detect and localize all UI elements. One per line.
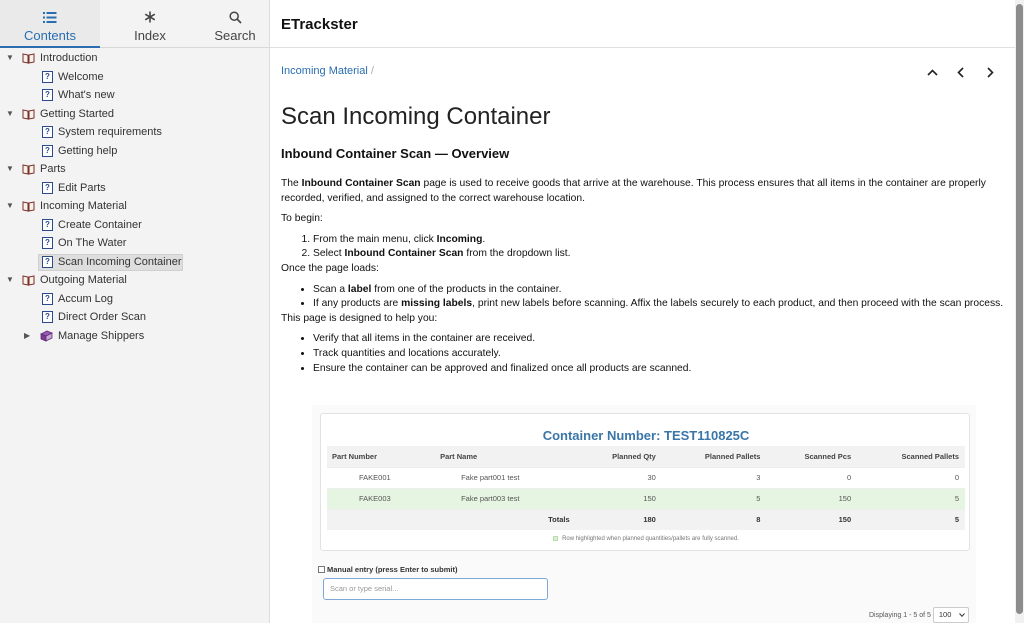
embedded-screenshot — [312, 405, 976, 623]
help-page-icon: ? — [42, 293, 53, 305]
planned-qty-cell: 30 — [576, 467, 662, 488]
container-table — [327, 446, 965, 530]
breadcrumb — [281, 65, 374, 77]
header-bar — [270, 0, 1015, 48]
breadcrumb-link[interactable]: Incoming Material — [281, 65, 368, 77]
part-name-cell: Fake part001 test — [435, 467, 576, 488]
table-header-row — [327, 446, 965, 467]
tree-label: Incoming Material — [40, 200, 127, 212]
totals-label: Totals — [435, 509, 576, 530]
tree-label: Scan Incoming Container — [58, 255, 182, 268]
tab-search-label: Search — [214, 28, 256, 43]
help-page-icon: ? — [42, 237, 53, 249]
list-item: • Track quantities and locations accurately. — [313, 347, 1006, 362]
help-page-icon: ? — [42, 145, 53, 157]
tree-item-introduction[interactable] — [0, 49, 270, 68]
tree-label: Introduction — [40, 52, 98, 64]
tree-item-on-the-water[interactable] — [0, 234, 270, 253]
page-title: Scan Incoming Container — [281, 103, 551, 130]
tree-item-parts[interactable] — [0, 160, 270, 179]
part-name-cell: Fake part003 test — [435, 488, 576, 509]
help-page-icon: ? — [42, 89, 53, 101]
part-number-cell: FAKE001 — [327, 467, 435, 488]
help-page-icon: ? — [42, 219, 53, 231]
tree-label: System requirements — [58, 126, 162, 138]
help-list — [313, 332, 1006, 376]
scanned-pcs-cell: 0 — [766, 467, 857, 488]
chevron-down-icon — [959, 613, 965, 617]
steps-list — [313, 233, 1006, 262]
tree-label: Direct Order Scan — [58, 311, 147, 323]
book-icon — [22, 274, 35, 286]
once-loads-text: Once the page loads: — [281, 262, 379, 274]
list-item: • Ensure the container can be approved and finalized once all products are scanned. — [313, 362, 1006, 377]
tree-label: Edit Parts — [58, 181, 106, 194]
tree-item-scan-incoming-container[interactable] — [0, 253, 270, 272]
tree-item-getting-started[interactable] — [0, 105, 270, 124]
page-subtitle: Inbound Container Scan — Overview — [281, 146, 510, 161]
scrollbar-thumb[interactable] — [1016, 4, 1023, 614]
legend-note: Row highlighted when planned quantities/pallets are fully scanned. — [321, 536, 971, 542]
expand-arrow-icon[interactable]: ▼ — [6, 164, 14, 173]
help-page-icon: ? — [42, 182, 53, 194]
tree-label: Parts — [40, 163, 66, 175]
page-nav-buttons — [922, 62, 1002, 82]
tree-label: Welcome — [58, 70, 104, 83]
expand-arrow-icon[interactable]: ▼ — [6, 53, 14, 62]
planned-pallets-cell: 3 — [662, 467, 767, 488]
table-row — [327, 467, 965, 488]
to-begin-text: To begin: — [281, 213, 323, 225]
article-body — [281, 177, 1006, 376]
total-planned-pallets: 8 — [662, 509, 767, 530]
tree-label: Create Container — [58, 218, 142, 231]
planned-qty-cell: 150 — [576, 488, 662, 509]
paging-text: Displaying 1 - 5 of 5 — [869, 611, 931, 619]
tree-item-welcome[interactable] — [0, 68, 270, 87]
tree-item-getting-help[interactable] — [0, 142, 270, 161]
tab-index-label: Index — [134, 28, 166, 43]
tree-label: On The Water — [58, 237, 127, 249]
tree-item-manage-shippers[interactable] — [0, 327, 270, 346]
scanned-pallets-cell: 0 — [857, 467, 965, 488]
sidebar — [0, 0, 270, 623]
expand-arrow-icon[interactable]: ▼ — [6, 201, 14, 210]
tree-label: Manage Shippers — [58, 329, 145, 342]
help-page-icon: ? — [42, 256, 53, 268]
tab-contents-label: Contents — [23, 28, 77, 43]
tree-label: What's new — [58, 89, 115, 101]
scanned-pallets-cell: 5 — [857, 488, 965, 509]
list-item: • If any products are missing labels, print new labels before scanning. Affix the labels securely to each product, and then proceed with the scan process. — [313, 297, 1006, 312]
tree-label: Getting help — [58, 144, 118, 157]
list-item: • Verify that all items in the container are received. — [313, 332, 1006, 347]
page-size-select[interactable]: 100 — [933, 607, 969, 623]
closed-book-icon — [40, 330, 53, 342]
scan-serial-input[interactable]: Scan or type serial... — [323, 578, 548, 600]
book-icon — [22, 52, 35, 64]
column-header: Planned Pallets — [662, 446, 767, 467]
planned-pallets-cell: 5 — [662, 488, 767, 509]
legend-swatch — [553, 536, 558, 541]
load-list — [313, 283, 1006, 312]
main-content — [270, 0, 1015, 623]
breadcrumb-separator: / — [370, 65, 374, 77]
scanned-pcs-cell: 150 — [766, 488, 857, 509]
part-number-cell: FAKE003 — [327, 488, 435, 509]
tree-item-outgoing-material[interactable] — [0, 271, 270, 290]
column-header: Planned Qty — [576, 446, 662, 467]
contents-tree — [0, 49, 270, 345]
tree-item-accum-log[interactable] — [0, 290, 270, 309]
expand-arrow-icon[interactable]: ▼ — [6, 275, 14, 284]
book-icon — [22, 163, 35, 175]
app-title: ETrackster — [281, 16, 358, 33]
book-icon — [22, 200, 35, 212]
tree-item-direct-order-scan[interactable] — [0, 308, 270, 327]
list-item: 2. Select Inbound Container Scan from the dropdown list. — [313, 247, 1006, 262]
list-item: 1. From the main menu, click Incoming. — [313, 233, 1006, 248]
totals-row — [327, 509, 965, 530]
tree-item-system-requirements[interactable] — [0, 123, 270, 142]
tree-label: Outgoing Material — [40, 274, 127, 286]
tree-item-create-container[interactable] — [0, 216, 270, 235]
list-icon — [43, 8, 57, 26]
search-icon — [229, 8, 242, 26]
table-row-highlighted — [327, 488, 965, 509]
tab-index[interactable] — [100, 0, 200, 48]
manual-entry-checkbox[interactable] — [318, 566, 325, 573]
container-card — [320, 413, 970, 551]
column-header: Part Number — [327, 446, 435, 467]
pagination — [869, 607, 969, 623]
chevron-up-icon[interactable] — [922, 62, 942, 82]
expand-arrow-icon[interactable]: ▼ — [6, 108, 14, 118]
chevron-right-icon[interactable] — [980, 62, 1000, 82]
intro-paragraph: The Inbound Container Scan page is used to receive goods that arrive at the warehouse. This process ensures that all items in the container are properly recorded, verified, and assigned to the correct warehouse location. — [281, 178, 986, 204]
asterisk-icon — [144, 8, 156, 26]
tree-item-edit-parts[interactable] — [0, 179, 270, 198]
sidebar-tabs — [0, 0, 270, 48]
tab-contents[interactable] — [0, 0, 100, 48]
container-number-title: Container Number: TEST110825C — [542, 428, 750, 443]
book-icon — [22, 108, 35, 120]
collapse-arrow-icon[interactable]: ▶ — [24, 330, 31, 340]
designed-text: This page is designed to help you: — [281, 312, 438, 324]
help-page-icon: ? — [42, 311, 53, 323]
column-header: Scanned Pcs — [766, 446, 857, 467]
tree-item-incoming-material[interactable] — [0, 197, 270, 216]
tree-item-whats-new[interactable] — [0, 86, 270, 105]
total-planned-qty: 180 — [576, 509, 662, 530]
help-page-icon: ? — [42, 71, 53, 83]
column-header: Scanned Pallets — [857, 446, 965, 467]
tab-search[interactable] — [200, 0, 270, 48]
tree-label: Accum Log — [58, 292, 114, 305]
total-scanned-pallets: 5 — [857, 509, 965, 530]
manual-entry[interactable] — [318, 565, 457, 574]
total-scanned-pcs: 150 — [766, 509, 857, 530]
chevron-left-icon[interactable] — [950, 62, 970, 82]
manual-entry-label: Manual entry (press Enter to submit) — [327, 565, 458, 574]
tree-label: Getting Started — [40, 107, 114, 120]
list-item: • Scan a label from one of the products in the container. — [313, 283, 1006, 298]
column-header: Part Name — [435, 446, 576, 467]
help-page-icon: ? — [42, 126, 53, 138]
